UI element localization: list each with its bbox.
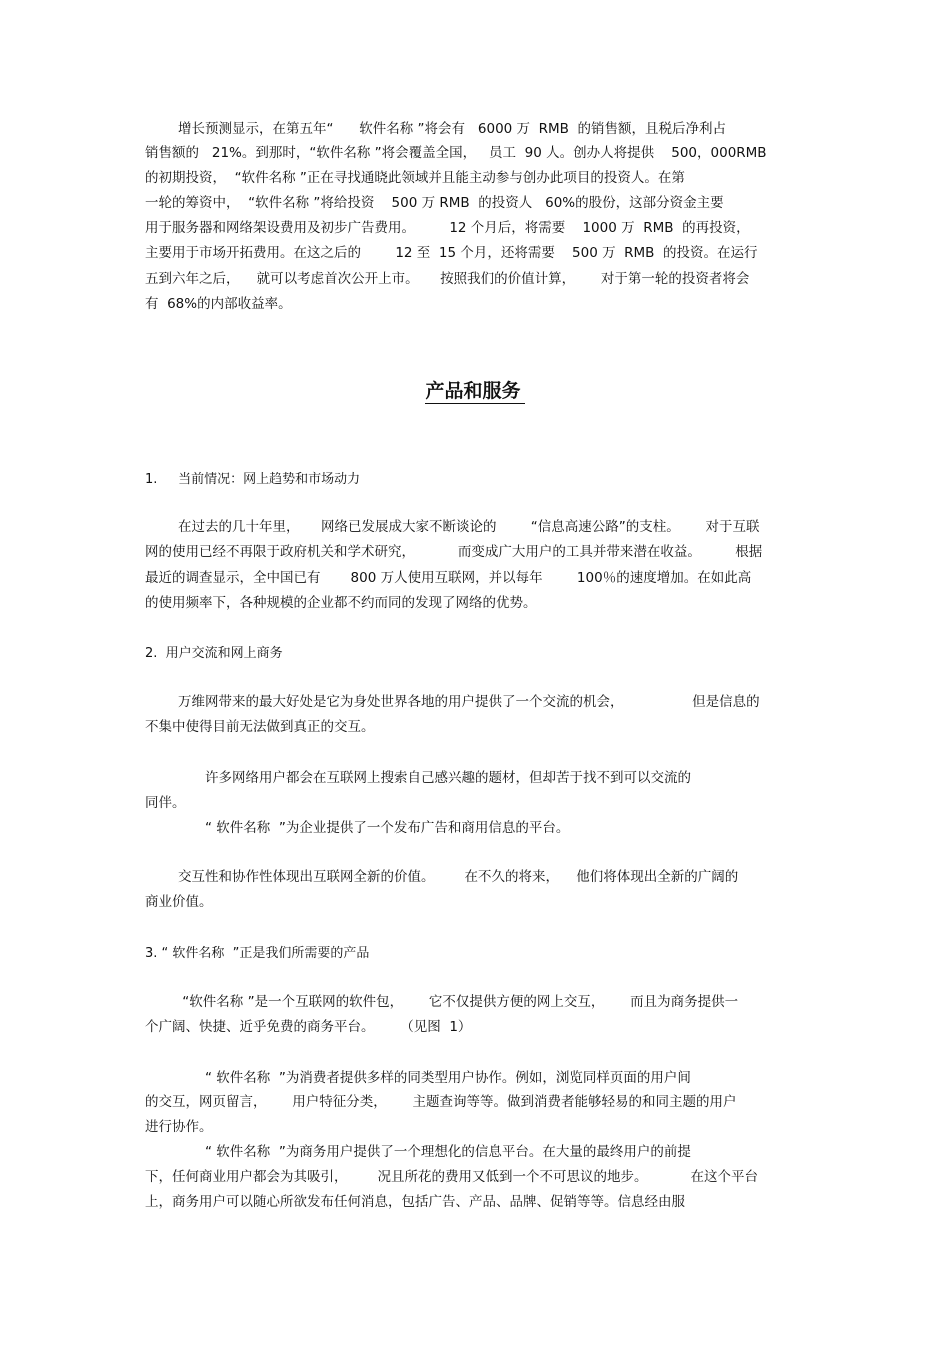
intro-line: 主要用于市场开拓费用。在这之后的 12 至 15 个月，还将需要 500 万 RMB 的投资。在运行	[145, 245, 758, 261]
section-3-title: 3. “ 软件名称 ”正是我们所需要的产品	[145, 946, 370, 961]
s3-line: 进行协作。	[145, 1119, 213, 1135]
intro-line: 五到六年之后， 就可以考虑首次公开上市。 按照我们的价值计算， 对于第一轮的投资者将会	[145, 271, 750, 287]
intro-line: 有 68%的内部收益率。	[145, 296, 292, 312]
s3-line: “ 软件名称 ”为商务用户提供了一个理想化的信息平台。在大量的最终用户的前提	[205, 1144, 691, 1160]
s3-line: 下，任何商业用户都会为其吸引， 况且所花的费用又低到一个不可思议的地步。 在这个平台	[145, 1169, 758, 1185]
s1-line: 网的使用已经不再限于政府机关和学术研究， 而变成广大用户的工具并带来潜在收益。 根据	[145, 544, 763, 560]
section-heading	[0, 378, 950, 404]
s3-line: “软件名称 ”是一个互联网的软件包， 它不仅提供方便的网上交互， 而且为商务提供一	[178, 994, 739, 1010]
intro-line: 一轮的筹资中， “软件名称 ”将给投资 500 万 RMB 的投资人 60%的股份，这部分资金主要	[145, 195, 724, 211]
section-heading-text: 产品和服务	[425, 380, 524, 404]
intro-line: 增长预测显示，在第五年“ 软件名称 ”将会有 6000 万 RMB 的销售额，且税后净利占	[178, 121, 727, 137]
s2-line: 交互性和协作性体现出互联网全新的价值。 在不久的将来， 他们将体现出全新的广阔的	[178, 869, 739, 885]
s3-line: “ 软件名称 ”为消费者提供多样的同类型用户协作。例如，浏览同样页面的用户间	[205, 1070, 691, 1086]
s2-line: 商业价值。	[145, 894, 213, 910]
s3-line: 个广阔、快捷、近乎免费的商务平台。 （见图 1）	[145, 1019, 472, 1035]
s2-line: 万维网带来的最大好处是它为身处世界各地的用户提供了一个交流的机会， 但是信息的	[178, 694, 760, 710]
s2-line: “ 软件名称 ”为企业提供了一个发布广告和商用信息的平台。	[205, 820, 570, 836]
s3-line: 上，商务用户可以随心所欲发布任何消息，包括广告、产品、品牌、促销等等。信息经由服	[145, 1194, 685, 1210]
section-2-title: 2. 用户交流和网上商务	[145, 646, 283, 661]
s2-line: 同伴。	[145, 795, 186, 811]
intro-line: 销售额的 21%。到那时，“软件名称 ”将会覆盖全国， 员工 90 人。创办人将提供 500，000RMB	[145, 145, 767, 161]
intro-line: 的初期投资， “软件名称 ”正在寻找通晓此领域并且能主动参与创办此项目的投资人。在第	[145, 170, 685, 186]
s2-line: 不集中使得目前无法做到真正的交互。	[145, 719, 375, 735]
s2-line: 许多网络用户都会在互联网上搜索自己感兴趣的题材，但却苦于找不到可以交流的	[205, 770, 691, 786]
s1-line: 的使用频率下，各种规模的企业都不约而同的发现了网络的优势。	[145, 595, 537, 611]
section-1-title: 1. 当前情况：网上趋势和市场动力	[145, 472, 361, 487]
s1-line: 最近的调查显示，全中国已有 800 万人使用互联网，并以每年 100％的速度增加。在如此高	[145, 570, 752, 586]
intro-line: 用于服务器和网络架设费用及初步广告费用。 12 个月后，将需要 1000 万 RMB 的再投资，	[145, 220, 750, 236]
s3-line: 的交互，网页留言， 用户特征分类， 主题查询等等。做到消费者能够轻易的和同主题的用户	[145, 1094, 737, 1110]
s1-line: 在过去的几十年里， 网络已发展成大家不断谈论的 “信息高速公路”的支柱。 对于互联	[178, 519, 760, 535]
